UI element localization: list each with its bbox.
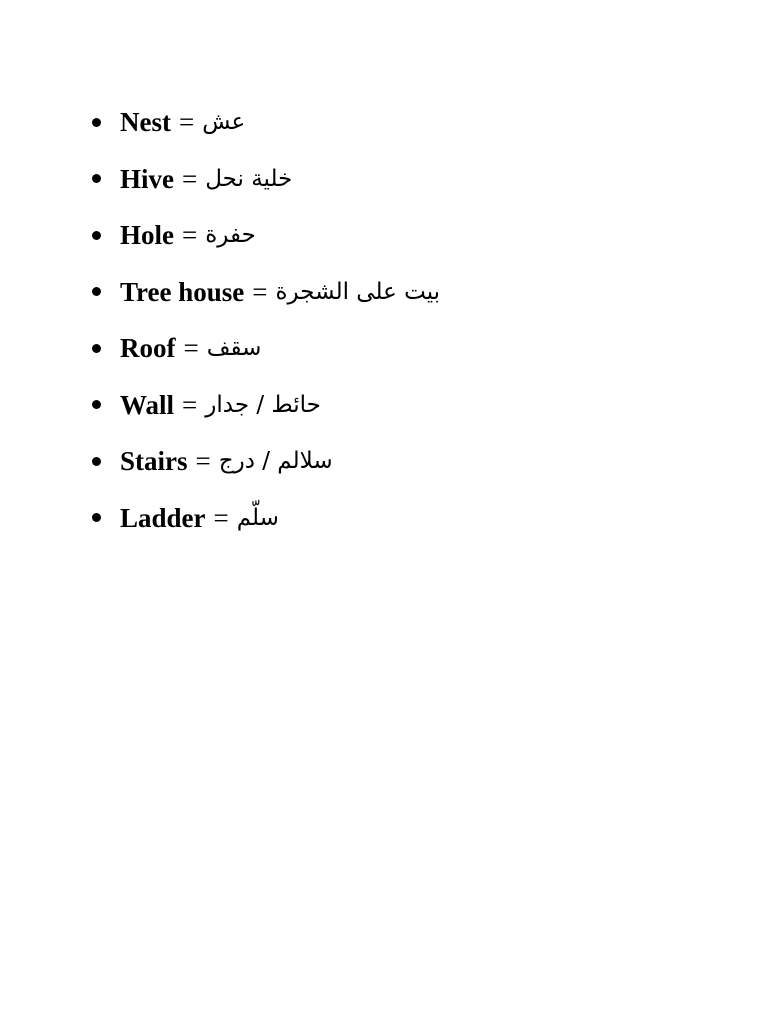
equals-sign: =	[178, 107, 195, 138]
vocab-entry	[120, 215, 256, 255]
english-word: Hive	[120, 163, 174, 194]
arabic-translation: حفرة	[205, 222, 256, 249]
equals-sign: =	[183, 333, 199, 364]
arabic-translation: سلالم / درج	[218, 448, 333, 475]
list-item	[90, 320, 440, 377]
vocab-entry	[120, 385, 321, 425]
equals-sign: =	[182, 220, 198, 251]
bullet-icon	[92, 513, 101, 522]
list-item	[90, 207, 440, 264]
list-item	[90, 264, 440, 321]
english-word: Ladder	[120, 502, 206, 533]
list-item	[90, 490, 440, 547]
vocab-entry	[120, 498, 279, 538]
equals-sign: =	[182, 163, 198, 194]
arabic-translation: عش	[202, 109, 246, 136]
arabic-translation: بيت على الشجرة	[275, 278, 441, 305]
english-word: Stairs	[120, 446, 188, 477]
list-item	[90, 94, 440, 151]
english-word: Nest	[120, 107, 171, 138]
vocab-entry	[120, 328, 261, 368]
list-item	[90, 433, 440, 490]
arabic-translation: خلية نحل	[205, 165, 293, 192]
vocab-entry	[120, 159, 292, 199]
vocab-entry	[120, 272, 440, 312]
equals-sign: =	[182, 389, 198, 420]
arabic-translation: سقف	[206, 335, 262, 362]
bullet-icon	[92, 287, 101, 296]
vocabulary-list	[90, 94, 440, 546]
list-item	[90, 377, 440, 434]
english-word: Wall	[120, 389, 175, 420]
arabic-translation: سلّم	[236, 504, 279, 531]
english-word: Tree house	[120, 276, 245, 307]
arabic-translation: حائط / جدار	[205, 391, 321, 418]
bullet-icon	[92, 231, 101, 240]
bullet-icon	[92, 174, 101, 183]
equals-sign: =	[252, 276, 268, 307]
bullet-icon	[92, 118, 101, 127]
list-item	[90, 151, 440, 208]
english-word: Roof	[120, 333, 176, 364]
bullet-icon	[92, 344, 101, 353]
equals-sign: =	[213, 502, 229, 533]
bullet-icon	[92, 400, 101, 409]
bullet-icon	[92, 457, 101, 466]
vocab-entry	[120, 102, 245, 142]
english-word: Hole	[120, 220, 174, 251]
vocab-entry	[120, 441, 333, 481]
equals-sign: =	[195, 446, 211, 477]
